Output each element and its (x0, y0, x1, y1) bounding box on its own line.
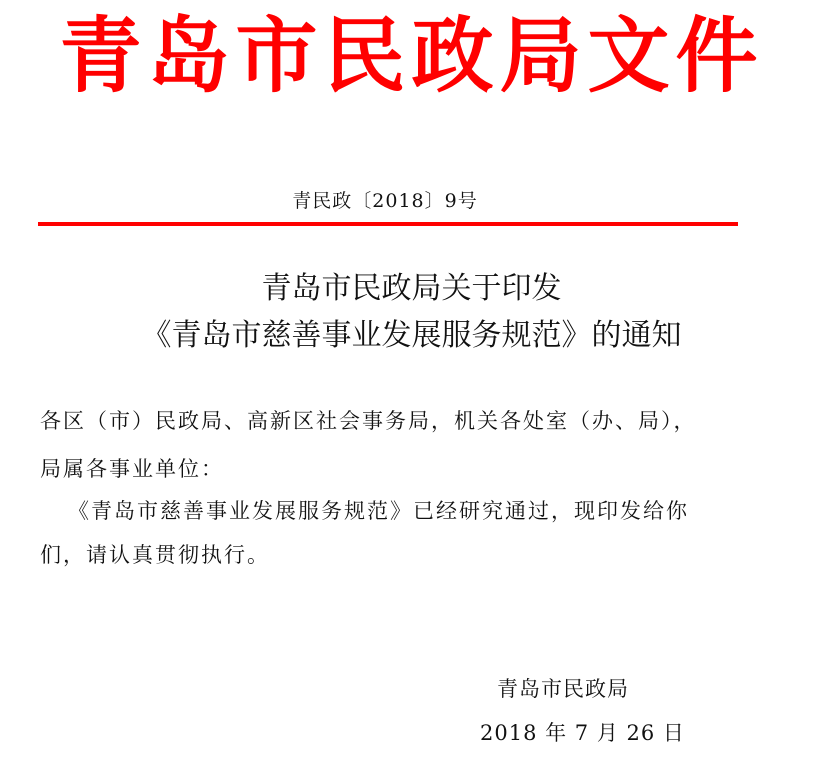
red-divider-line (38, 222, 738, 226)
notice-title-line2: 《青岛市慈善事业发展服务规范》的通知 (141, 318, 682, 353)
body-paragraph-line1: 《青岛市慈善事业发展服务规范》已经研究通过，现印发给你 (68, 499, 689, 523)
body-paragraph-line2: 们，请认真贯彻执行。 (40, 543, 270, 567)
addressee-line2: 局属各事业单位： (40, 457, 224, 481)
notice-title-line1: 青岛市民政局关于印发 (261, 271, 562, 306)
addressee-line1: 各区（市）民政局、高新区社会事务局，机关各处室（办、局）， (40, 409, 697, 433)
document-header-title: 青岛市民政局文件 (59, 9, 764, 104)
document-number: 青民政〔2018〕9号 (292, 190, 478, 212)
signature-date: 2018 年 7 月 26 日 (480, 721, 685, 745)
signature-organization: 青岛市民政局 (497, 677, 629, 701)
